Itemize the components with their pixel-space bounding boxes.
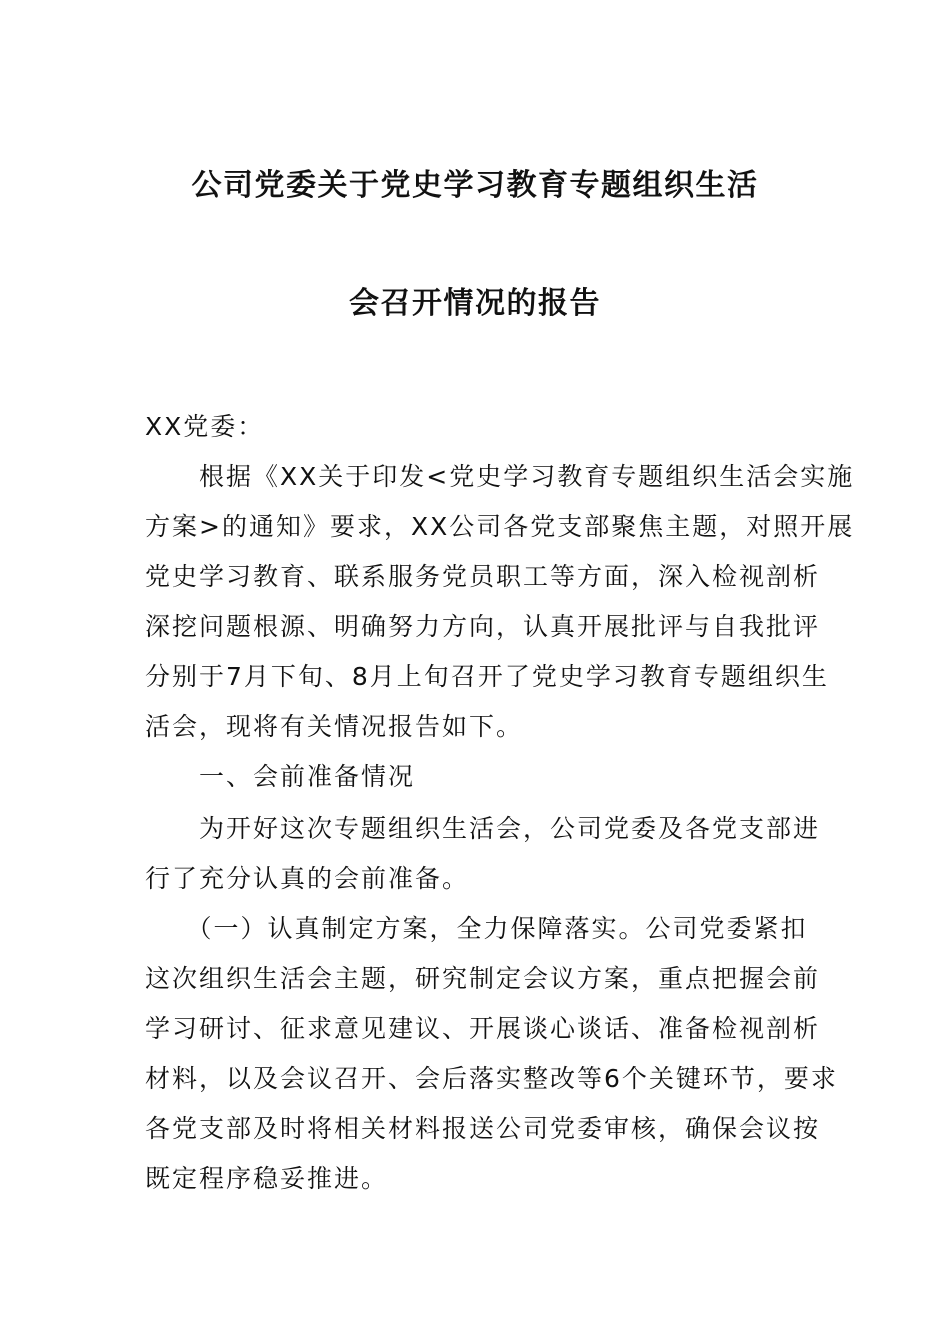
paragraph-line: 党史学习教育、联系服务党员职工等方面，深入检视剖析 [145,562,821,591]
paragraph-line: 这次组织生活会主题，研究制定会议方案，重点把握会前 [145,964,821,993]
document-title-line-1: 公司党委关于党史学习教育专题组织生活 [191,168,759,203]
paragraph-line: 分别于7月下旬、8月上旬召开了党史学习教育专题组织生 [145,662,829,691]
paragraph-line: 学习研讨、征求意见建议、开展谈心谈话、准备检视剖析 [145,1014,821,1043]
paragraph-line: （一）认真制定方案，全力保障落实。公司党委紧扣 [145,914,808,943]
paragraph-line: 为开好这次专题组织生活会，公司党委及各党支部进 [145,814,821,843]
paragraph-line: 既定程序稳妥推进。 [145,1164,389,1193]
paragraph-line: 根据《XX关于印发<党史学习教育专题组织生活会实施 [145,462,855,491]
document-title-line-2: 会召开情况的报告 [349,286,601,321]
paragraph-line: 方案>的通知》要求，XX公司各党支部聚焦主题，对照开展 [145,512,855,541]
paragraph-line: 活会，现将有关情况报告如下。 [145,712,524,741]
paragraph-line: 深挖问题根源、明确努力方向，认真开展批评与自我批评 [145,612,821,641]
paragraph-line: 材料，以及会议召开、会后落实整改等6个关键环节，要求 [145,1064,838,1093]
paragraph-line: 行了充分认真的会前准备。 [145,864,470,893]
paragraph-line: 各党支部及时将相关材料报送公司党委审核，确保会议按 [145,1114,821,1143]
section-heading: 一、会前准备情况 [145,762,416,791]
salutation: XX党委： [145,412,265,441]
